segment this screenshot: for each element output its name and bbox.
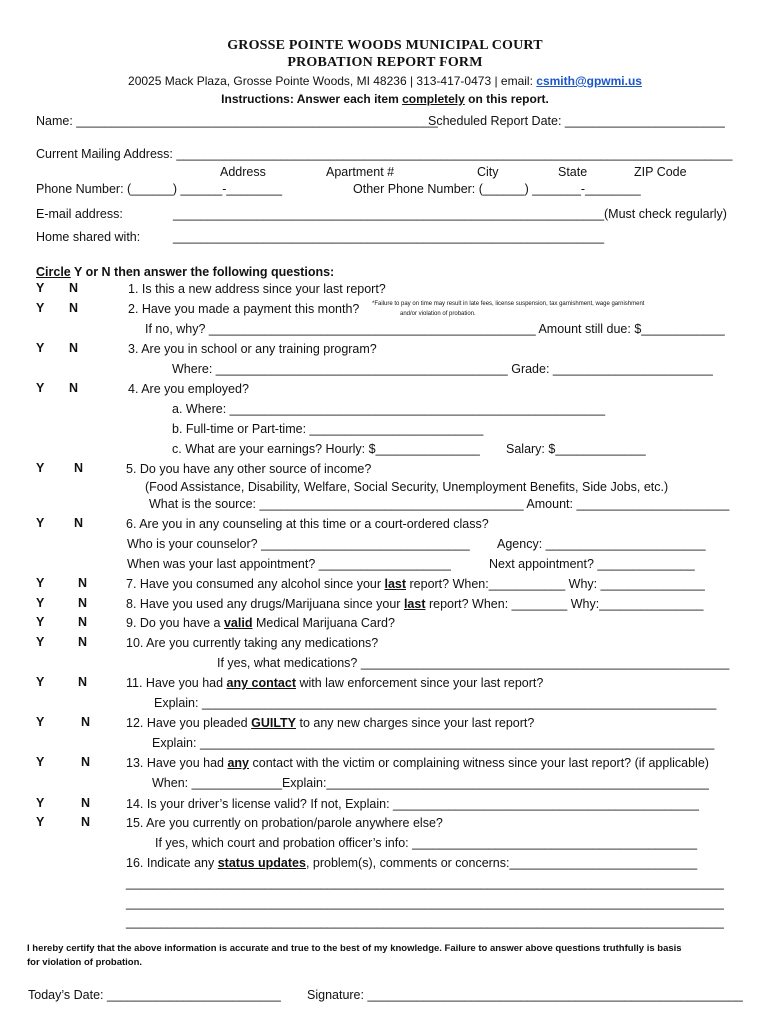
q13-yes[interactable]: Y [36, 755, 45, 769]
q4a-field[interactable]: a. Where: ______________________________________________________ [172, 402, 606, 416]
q7-pre: 7. Have you consumed any alcohol since your [126, 577, 385, 591]
q12-yes[interactable]: Y [36, 715, 45, 729]
q7-no[interactable]: N [78, 576, 88, 590]
q9-pre: 9. Do you have a [126, 616, 224, 630]
q4-yes[interactable]: Y [36, 381, 45, 395]
q15-yes[interactable]: Y [36, 815, 45, 829]
q2-text: 2. Have you made a payment this month? [128, 302, 360, 316]
q16-text [126, 855, 697, 871]
phone-field[interactable]: Phone Number: (______) ______-________ [36, 182, 283, 196]
q10-text: 10. Are you currently taking any medications? [126, 636, 379, 650]
q15-info-field[interactable]: If yes, which court and probation officer’s info: _________________________________________ [155, 836, 698, 850]
q16-line-3[interactable]: ______________________________________________________________________________________ [126, 915, 724, 929]
q7-post[interactable]: report? When:___________ Why: _______________ [406, 577, 705, 591]
q16-line-1[interactable]: ______________________________________________________________________________________ [126, 876, 724, 890]
q15-text: 15. Are you currently on probation/parole anywhere else? [126, 816, 443, 830]
q6-yes[interactable]: Y [36, 516, 45, 530]
q14-text[interactable]: 14. Is your driver’s license valid? If not, Explain: ____________________________________________ [126, 797, 699, 811]
q5-examples: (Food Assistance, Disability, Welfare, Social Security, Unemployment Benefits, Side Jobs, etc.) [145, 480, 669, 494]
q1-no[interactable]: N [69, 281, 79, 295]
q12-pre: 12. Have you pleaded [126, 716, 252, 730]
circle-word: Circle [36, 265, 71, 279]
q13-when-explain-field[interactable]: When: _____________Explain:_______________________________________________________ [152, 776, 709, 790]
q16-line-2[interactable]: ______________________________________________________________________________________ [126, 896, 724, 910]
apartment-sublabel: Apartment # [326, 165, 395, 179]
email-label: E-mail address: [36, 207, 123, 221]
q6-text: 6. Are you in any counseling at this time or a court-ordered class? [126, 517, 489, 531]
q11-text [126, 675, 543, 691]
q6-counselor-field[interactable]: Who is your counselor? ______________________________ [127, 537, 470, 551]
q6-next-appt-field[interactable]: Next appointment? ______________ [489, 557, 695, 571]
q9-emphasis: valid [223, 616, 253, 630]
q9-no[interactable]: N [78, 615, 88, 629]
email-field[interactable]: ______________________________________________________________(Must check regularly) [173, 207, 727, 221]
q13-text [126, 755, 709, 771]
address-text: 20025 Mack Plaza, Grosse Pointe Woods, MI 48236 | 313-417-0473 | email: [128, 74, 537, 88]
q13-pre: 13. Have you had [126, 756, 228, 770]
zip-sublabel: ZIP Code [634, 165, 687, 179]
q8-post[interactable]: report? When: ________ Why:_______________ [425, 597, 704, 611]
q7-yes[interactable]: Y [36, 576, 45, 590]
q12-explain-field[interactable]: Explain: __________________________________________________________________________ [152, 736, 715, 750]
court-address [0, 74, 770, 88]
instructions [0, 92, 770, 106]
q11-emphasis: any contact [226, 676, 296, 690]
q12-text [126, 715, 534, 731]
q6-agency-field[interactable]: Agency: _______________________ [497, 537, 706, 551]
form-title: PROBATION REPORT FORM [287, 55, 483, 70]
q5-text: 5. Do you have any other source of income? [126, 462, 372, 476]
q11-no[interactable]: N [78, 675, 88, 689]
q2-yes[interactable]: Y [36, 301, 45, 315]
q8-text [126, 596, 703, 612]
q2-note-line1: *Failure to pay on time may result in late fees, license suspension, tax garnishment, wage garnishment [372, 301, 645, 307]
q3-no[interactable]: N [69, 341, 79, 355]
q7-emphasis: last [384, 577, 407, 591]
q10-no[interactable]: N [78, 635, 88, 649]
q4-no[interactable]: N [69, 381, 79, 395]
certification-text: I hereby certify that the above information is accurate and true to the best of my knowledge. Failure to answer above questions truthfully is basis [27, 943, 682, 954]
signature-field[interactable]: Signature: ______________________________________________________ [307, 988, 743, 1002]
q8-no[interactable]: N [78, 596, 88, 610]
q14-yes[interactable]: Y [36, 796, 45, 810]
q6-last-appt-field[interactable]: When was your last appointment? ___________________ [127, 557, 451, 571]
q2-no[interactable]: N [69, 301, 79, 315]
q7-text [126, 576, 705, 592]
q9-yes[interactable]: Y [36, 615, 45, 629]
home-shared-field[interactable]: ______________________________________________________________ [173, 230, 605, 244]
instructions-pre: Instructions: Answer each item [221, 92, 403, 106]
questions-intro [36, 264, 334, 280]
instructions-emphasis: completely [402, 92, 465, 106]
q3-where-field[interactable]: Where: __________________________________________ Grade: _______________________ [172, 362, 713, 376]
q8-pre: 8. Have you used any drugs/Marijuana since your [126, 597, 404, 611]
todays-date-field[interactable]: Today’s Date: _________________________ [28, 988, 281, 1002]
q12-no[interactable]: N [81, 715, 91, 729]
q4-text: 4. Are you employed? [128, 382, 249, 396]
q9-post: Medical Marijuana Card? [252, 616, 395, 630]
q5-no[interactable]: N [74, 461, 84, 475]
q16-pre: 16. Indicate any [126, 856, 218, 870]
q11-explain-field[interactable]: Explain: __________________________________________________________________________ [154, 696, 717, 710]
q3-text: 3. Are you in school or any training program? [128, 342, 377, 356]
q4b-field[interactable]: b. Full-time or Part-time: _________________________ [172, 422, 484, 436]
q8-emphasis: last [403, 597, 426, 611]
mailing-address-field[interactable]: Current Mailing Address: ________________________________________________________________________________ [36, 147, 733, 161]
q13-no[interactable]: N [81, 755, 91, 769]
name-field[interactable]: Name: ____________________________________________________ [36, 114, 438, 128]
q10-meds-field[interactable]: If yes, what medications? _____________________________________________________ [217, 656, 730, 670]
q14-no[interactable]: N [81, 796, 91, 810]
other-phone-field[interactable]: Other Phone Number: (______) _______-________ [353, 182, 641, 196]
q4-salary-field[interactable]: Salary: $_____________ [506, 442, 646, 456]
q4c-field[interactable]: c. What are your earnings? Hourly: $_______________ [172, 442, 480, 456]
q12-post: to any new charges since your last report? [296, 716, 535, 730]
state-sublabel: State [558, 165, 588, 179]
instructions-post: on this report. [464, 92, 549, 106]
q15-no[interactable]: N [81, 815, 91, 829]
home-shared-label: Home shared with: [36, 230, 141, 244]
q5-source-field[interactable]: What is the source: ______________________________________ Amount: ______________________ [149, 497, 730, 511]
court-name: GROSSE POINTE WOODS MUNICIPAL COURT [227, 38, 543, 53]
q5-yes[interactable]: Y [36, 461, 45, 475]
city-sublabel: City [477, 165, 499, 179]
q13-emphasis: any [227, 756, 250, 770]
intro-rest: Y or N then answer the following questions: [70, 265, 335, 279]
q3-yes[interactable]: Y [36, 341, 45, 355]
email-link[interactable]: csmith@gpwmi.us [536, 74, 642, 88]
q11-pre: 11. Have you had [126, 676, 227, 690]
q9-text [126, 615, 395, 631]
q1-yes[interactable]: Y [36, 281, 45, 295]
q16-emphasis: status updates [217, 856, 306, 870]
report-date-field[interactable]: Scheduled Report Date: _______________________ [428, 114, 725, 128]
q2-note-line2: and/or violation of probation. [400, 311, 476, 317]
q11-yes[interactable]: Y [36, 675, 45, 689]
q10-yes[interactable]: Y [36, 635, 45, 649]
q8-yes[interactable]: Y [36, 596, 45, 610]
q1-text: 1. Is this a new address since your last report? [128, 282, 386, 296]
q16-post[interactable]: , problem(s), comments or concerns:___________________________ [305, 856, 698, 870]
address-sublabel: Address [220, 165, 266, 179]
q2-why-field[interactable]: If no, why? _______________________________________________ Amount still due: $____________ [145, 322, 725, 336]
q13-post: contact with the victim or complaining witness since your last report? (if applicable) [249, 756, 709, 770]
q12-emphasis: GUILTY [251, 716, 296, 730]
certification-text-2: for violation of probation. [27, 957, 143, 968]
q11-post: with law enforcement since your last report? [296, 676, 544, 690]
q6-no[interactable]: N [74, 516, 84, 530]
